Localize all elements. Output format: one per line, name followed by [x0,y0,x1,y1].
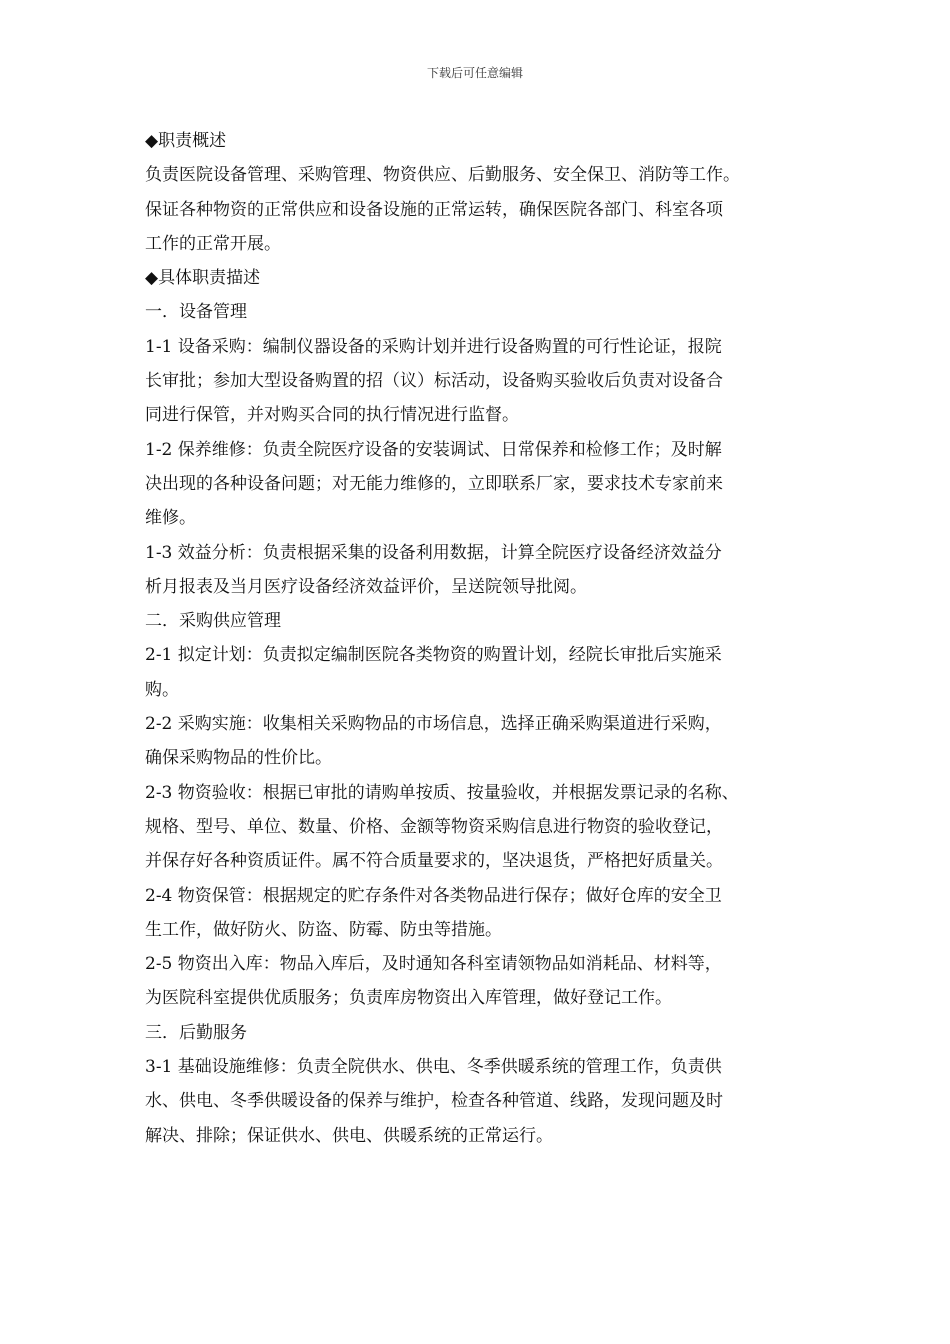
section-heading: ◆职责概述 [145,131,227,151]
text-line: 工作的正常开展。 [145,233,281,254]
text-line: 并保存好各种资质证件。属不符合质量要求的，坚决退货，严格把好质量关。 [145,851,723,872]
text-line: 长审批；参加大型设备购置的招（议）标活动，设备购买验收后负责对设备合 [145,371,723,392]
text-line: 购。 [145,679,179,700]
text-line: 1-2 保养维修：负责全院医疗设备的安装调试、日常保养和检修工作；及时解 [145,439,722,460]
text-line: 规格、型号、单位、数量、价格、金额等物资采购信息进行物资的验收登记， [145,816,723,837]
text-line: 2-1 拟定计划：负责拟定编制医院各类物资的购置计划，经院长审批后实施采 [145,645,722,666]
text-line: 2-5 物资出入库：物品入库后，及时通知各科室请领物品如消耗品、材料等， [145,954,722,975]
text-line: 维修。 [145,508,196,529]
text-line: 2-2 采购实施：收集相关采购物品的市场信息，选择正确采购渠道进行采购， [145,714,722,735]
subsection-heading: 一．设备管理 [145,302,247,323]
text-line: 2-4 物资保管：根据规定的贮存条件对各类物品进行保存；做好仓库的安全卫 [145,885,722,906]
text-line: 决出现的各种设备问题；对无能力维修的，立即联系厂家，要求技术专家前来 [145,473,723,494]
text-line: 生工作，做好防火、防盗、防霉、防虫等措施。 [145,919,502,940]
text-line: 负责医院设备管理、采购管理、物资供应、后勤服务、安全保卫、消防等工作。 [145,165,740,186]
text-line: 1-1 设备采购：编制仪器设备的采购计划并进行设备购置的可行性论证，报院 [145,336,722,357]
section-heading: ◆具体职责描述 [145,268,261,289]
text-line: 1-3 效益分析：负责根据采集的设备利用数据，计算全院医疗设备经济效益分 [145,542,722,563]
text-line: 确保采购物品的性价比。 [145,748,332,769]
text-line: 3-1 基础设施维修：负责全院供水、供电、冬季供暖系统的管理工作，负责供 [145,1057,722,1078]
page-header: 下载后可任意编辑 [426,66,523,80]
subsection-heading: 二．采购供应管理 [145,611,281,632]
text-line: 析月报表及当月医疗设备经济效益评价，呈送院领导批阅。 [145,576,587,597]
text-line: 水、供电、冬季供暖设备的保养与维护，检查各种管道、线路，发现问题及时 [145,1091,723,1112]
text-line: 解决、排除；保证供水、供电、供暖系统的正常运行。 [145,1125,553,1146]
subsection-heading: 三．后勤服务 [145,1022,247,1043]
text-line: 保证各种物资的正常供应和设备设施的正常运转，确保医院各部门、科室各项 [145,199,723,220]
text-line: 为医院科室提供优质服务；负责库房物资出入库管理，做好登记工作。 [145,988,672,1009]
text-line: 2-3 物资验收：根据已审批的请购单按质、按量验收，并根据发票记录的名称、 [145,782,739,803]
text-line: 同进行保管，并对购买合同的执行情况进行监督。 [145,405,519,426]
document-body [145,124,825,1153]
